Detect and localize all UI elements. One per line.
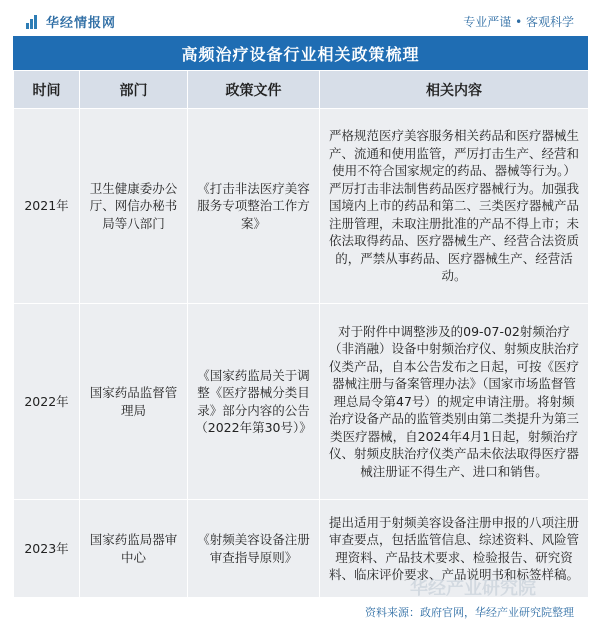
cell-time: 2023年 <box>14 500 80 598</box>
watermark: 华经产业研究院 <box>410 578 536 599</box>
bar-chart-icon <box>26 15 40 29</box>
cell-policy: 《国家药监局关于调整《医疗器械分类目录》部分内容的公告（2022年第30号）》 <box>188 304 320 500</box>
cell-time: 2022年 <box>14 304 80 500</box>
logo-text: 华经情报网 <box>46 16 117 31</box>
cell-content: 严格规范医疗美容服务相关药品和医疗器械生产、流通和使用监管，严厉打击生产、经营和使用不符合国家规定的药品、器械等行为。）严厉打击非法制售药品医疗器械行为。加强我国境内上市的药品和第二、三类医疗器械产品注册管理，未取注册批准的产品不得上市；未依法取得药品、医疗器械生产、经营合法资质的，严禁从事药品、医疗器械生产、经营活动。 <box>320 109 589 304</box>
cell-content: 提出适用于射频美容设备注册申报的八项注册审查要点，包括监管信息、综述资料、风险管理资料、产品技术要求、检验报告、研究资料、临床评价要求、产品说明书和标签样稿。 <box>320 500 589 598</box>
column-header-department: 部门 <box>80 71 188 109</box>
column-header-policy: 政策文件 <box>188 71 320 109</box>
table-row <box>14 109 589 304</box>
column-header-content: 相关内容 <box>320 71 589 109</box>
table-row <box>14 304 589 500</box>
policy-table <box>13 36 588 598</box>
source-note: 资料来源：政府官网，华经产业研究院整理 <box>365 606 574 619</box>
column-header-time: 时间 <box>14 71 80 109</box>
cell-policy: 《打击非法医疗美容服务专项整治工作方案》 <box>188 109 320 304</box>
slogan: 专业严谨 • 客观科学 <box>463 15 574 29</box>
table-header-row <box>14 71 589 109</box>
cell-department: 卫生健康委办公厅、网信办秘书局等八部门 <box>80 109 188 304</box>
cell-time: 2021年 <box>14 109 80 304</box>
cell-content: 对于附件中调整涉及的09-07-02射频治疗（非消融）设备中射频治疗仪、射频皮肤治疗仪类产品，自本公告发布之日起，可按《医疗器械注册与备案管理办法》（国家市场监督管理总局令第47号）的规定申请注册。将射频治疗设备产品的监管类别由第二类提升为第三类医疗器械，自2024年4月1日起，射频治疗仪、射频皮肤治疗仪类产品未依法取得医疗器械注册证不得生产、进口和销售。 <box>320 304 589 500</box>
top-bar <box>0 0 600 36</box>
logo[interactable] <box>26 12 116 31</box>
cell-department: 国家药监局器审中心 <box>80 500 188 598</box>
cell-department: 国家药品监督管理局 <box>80 304 188 500</box>
cell-policy: 《射频美容设备注册审查指导原则》 <box>188 500 320 598</box>
table-title: 高频治疗设备行业相关政策梳理 <box>13 36 588 70</box>
